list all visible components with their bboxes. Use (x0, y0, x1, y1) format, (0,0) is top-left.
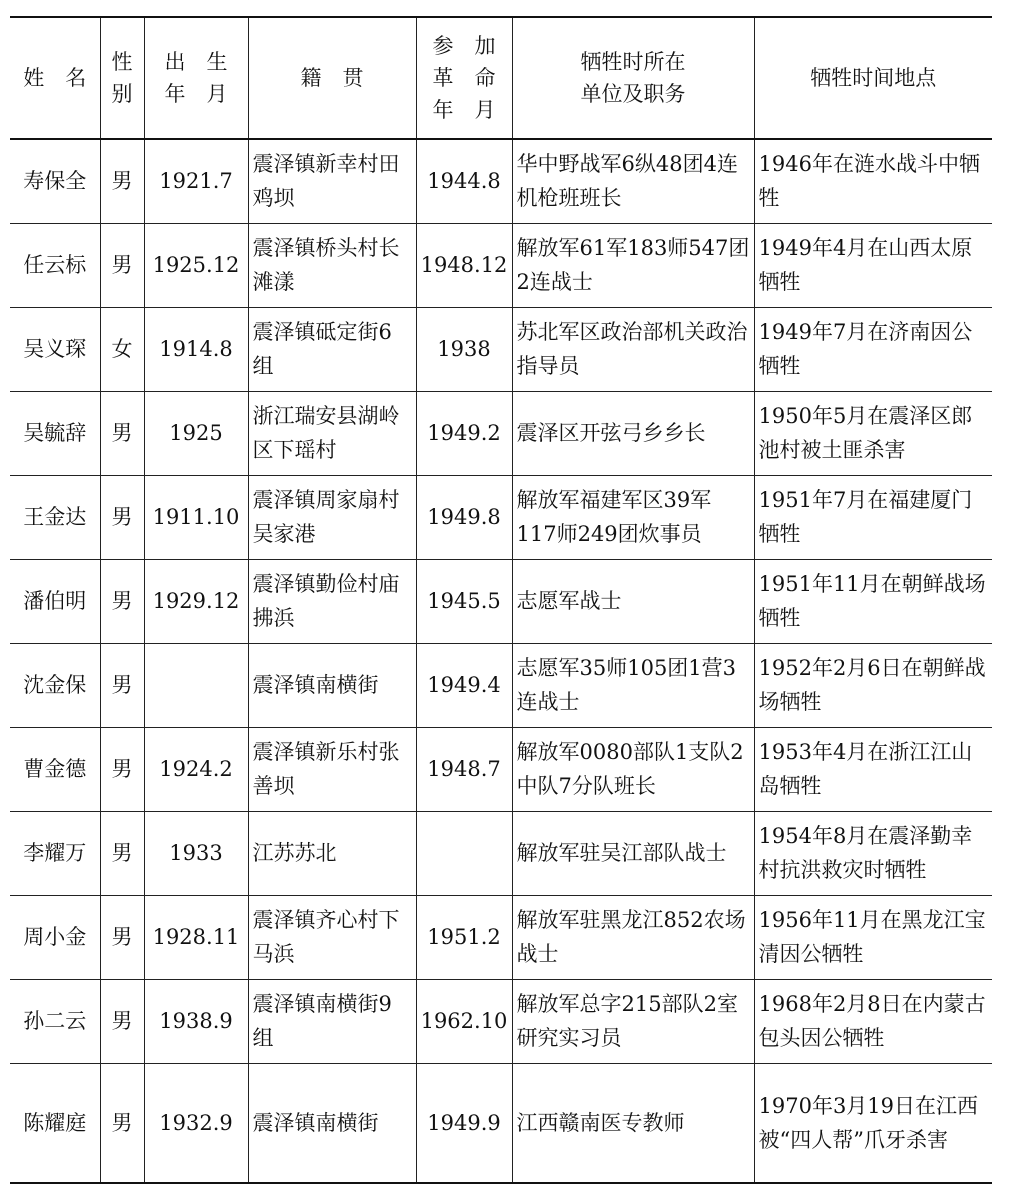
cell-origin: 震泽镇桥头村长滩漾 (248, 223, 416, 307)
cell-sex: 男 (100, 895, 144, 979)
cell-name: 曹金德 (10, 727, 100, 811)
cell-place: 1949年7月在济南因公牺牲 (754, 307, 992, 391)
cell-sex: 男 (100, 643, 144, 727)
cell-sex: 男 (100, 727, 144, 811)
cell-join: 1944.8 (416, 139, 512, 223)
cell-place: 1951年11月在朝鲜战场牺牲 (754, 559, 992, 643)
header-birth: 出 生 年 月 (144, 17, 248, 139)
cell-sex: 男 (100, 1063, 144, 1183)
header-origin: 籍 贯 (248, 17, 416, 139)
cell-name: 任云标 (10, 223, 100, 307)
cell-name: 吴毓辞 (10, 391, 100, 475)
cell-birth: 1925 (144, 391, 248, 475)
table-row (10, 643, 992, 727)
cell-origin: 震泽镇南横街9组 (248, 979, 416, 1063)
cell-name: 陈耀庭 (10, 1063, 100, 1183)
cell-place: 1952年2月6日在朝鲜战场牺牲 (754, 643, 992, 727)
cell-birth: 1933 (144, 811, 248, 895)
cell-join: 1948.7 (416, 727, 512, 811)
cell-place: 1954年8月在震泽勤幸村抗洪救灾时牺牲 (754, 811, 992, 895)
cell-birth: 1938.9 (144, 979, 248, 1063)
cell-join: 1949.8 (416, 475, 512, 559)
cell-join (416, 811, 512, 895)
cell-unit: 解放军总字215部队2室研究实习员 (512, 979, 754, 1063)
cell-place: 1956年11月在黑龙江宝清因公牺牲 (754, 895, 992, 979)
cell-place: 1970年3月19日在江西被“四人帮”爪牙杀害 (754, 1063, 992, 1183)
cell-name: 沈金保 (10, 643, 100, 727)
cell-origin: 震泽镇齐心村下马浜 (248, 895, 416, 979)
header-place: 牺牲时间地点 (754, 17, 992, 139)
cell-place: 1953年4月在浙江江山岛牺牲 (754, 727, 992, 811)
cell-join: 1938 (416, 307, 512, 391)
table-row (10, 895, 992, 979)
cell-birth: 1925.12 (144, 223, 248, 307)
table-row (10, 1063, 992, 1183)
cell-unit: 华中野战军6纵48团4连机枪班班长 (512, 139, 754, 223)
cell-join: 1949.9 (416, 1063, 512, 1183)
cell-birth: 1928.11 (144, 895, 248, 979)
cell-unit: 解放军0080部队1支队2中队7分队班长 (512, 727, 754, 811)
cell-unit: 解放军61军183师547团2连战士 (512, 223, 754, 307)
table-row (10, 475, 992, 559)
cell-unit: 江西赣南医专教师 (512, 1063, 754, 1183)
cell-place: 1951年7月在福建厦门牺牲 (754, 475, 992, 559)
table-row (10, 307, 992, 391)
cell-join: 1948.12 (416, 223, 512, 307)
cell-name: 周小金 (10, 895, 100, 979)
cell-unit: 震泽区开弦弓乡乡长 (512, 391, 754, 475)
cell-birth (144, 643, 248, 727)
martyrs-table (10, 16, 992, 1184)
cell-join: 1962.10 (416, 979, 512, 1063)
cell-sex: 男 (100, 979, 144, 1063)
cell-name: 吴义琛 (10, 307, 100, 391)
cell-name: 孙二云 (10, 979, 100, 1063)
cell-origin: 浙江瑞安县湖岭区下瑶村 (248, 391, 416, 475)
cell-birth: 1929.12 (144, 559, 248, 643)
cell-sex: 男 (100, 223, 144, 307)
header-join: 参 加 革 命 年 月 (416, 17, 512, 139)
cell-name: 寿保全 (10, 139, 100, 223)
table-row (10, 811, 992, 895)
cell-birth: 1914.8 (144, 307, 248, 391)
header-unit: 牺牲时所在 单位及职务 (512, 17, 754, 139)
cell-origin: 震泽镇勤俭村庙拂浜 (248, 559, 416, 643)
cell-origin: 震泽镇南横街 (248, 643, 416, 727)
cell-sex: 男 (100, 559, 144, 643)
cell-sex: 男 (100, 475, 144, 559)
table-row (10, 559, 992, 643)
cell-sex: 男 (100, 139, 144, 223)
cell-join: 1949.2 (416, 391, 512, 475)
cell-sex: 男 (100, 391, 144, 475)
cell-place: 1946年在涟水战斗中牺牲 (754, 139, 992, 223)
cell-name: 李耀万 (10, 811, 100, 895)
cell-origin: 震泽镇新乐村张善坝 (248, 727, 416, 811)
cell-join: 1945.5 (416, 559, 512, 643)
header-row (10, 17, 992, 139)
cell-birth: 1932.9 (144, 1063, 248, 1183)
cell-unit: 志愿军35师105团1营3连战士 (512, 643, 754, 727)
cell-unit: 解放军福建军区39军117师249团炊事员 (512, 475, 754, 559)
cell-unit: 苏北军区政治部机关政治指导员 (512, 307, 754, 391)
cell-origin: 震泽镇南横街 (248, 1063, 416, 1183)
cell-place: 1968年2月8日在内蒙古包头因公牺牲 (754, 979, 992, 1063)
cell-origin: 江苏苏北 (248, 811, 416, 895)
cell-sex: 男 (100, 811, 144, 895)
cell-place: 1949年4月在山西太原牺牲 (754, 223, 992, 307)
table-row (10, 223, 992, 307)
cell-unit: 解放军驻吴江部队战士 (512, 811, 754, 895)
table-row (10, 727, 992, 811)
cell-place: 1950年5月在震泽区郎池村被土匪杀害 (754, 391, 992, 475)
cell-join: 1951.2 (416, 895, 512, 979)
table-body (10, 139, 992, 1183)
cell-origin: 震泽镇砥定街6组 (248, 307, 416, 391)
cell-birth: 1911.10 (144, 475, 248, 559)
header-name: 姓 名 (10, 17, 100, 139)
cell-birth: 1924.2 (144, 727, 248, 811)
table-row (10, 391, 992, 475)
cell-name: 王金达 (10, 475, 100, 559)
cell-sex: 女 (100, 307, 144, 391)
header-sex: 性 别 (100, 17, 144, 139)
cell-birth: 1921.7 (144, 139, 248, 223)
cell-origin: 震泽镇新幸村田鸡坝 (248, 139, 416, 223)
cell-origin: 震泽镇周家扇村吴家港 (248, 475, 416, 559)
cell-unit: 志愿军战士 (512, 559, 754, 643)
table-header (10, 17, 992, 139)
cell-unit: 解放军驻黑龙江852农场战士 (512, 895, 754, 979)
cell-join: 1949.4 (416, 643, 512, 727)
table-row (10, 139, 992, 223)
cell-name: 潘伯明 (10, 559, 100, 643)
table-row (10, 979, 992, 1063)
